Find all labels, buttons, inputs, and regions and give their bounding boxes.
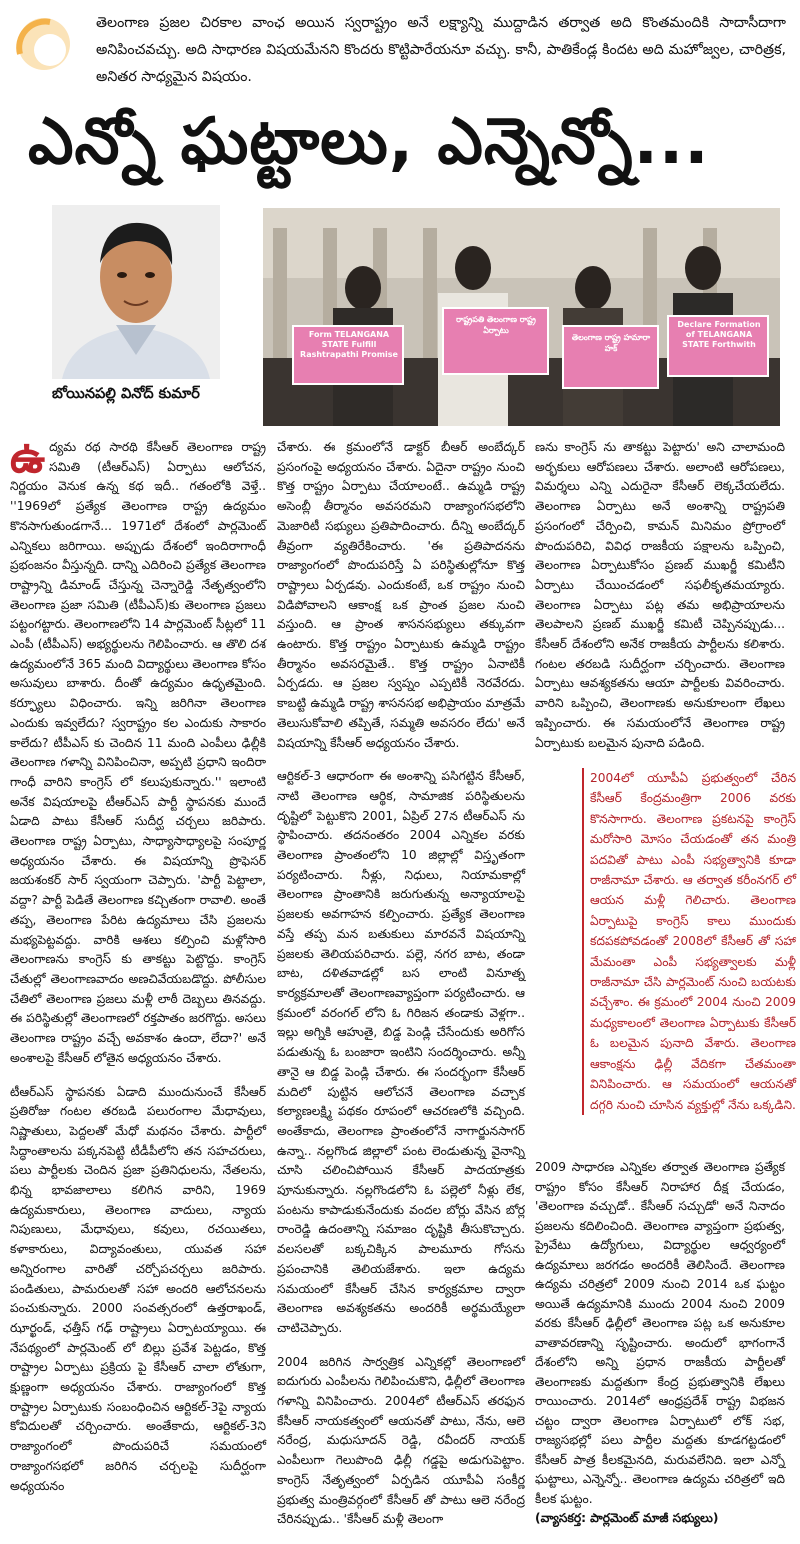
article-column-1 <box>10 432 266 1510</box>
placard-4: Declare Formation of TELANGANA STATE Forthwith <box>677 320 761 349</box>
headline: ఎన్నో ఘట్టాలు, ఎన్నెన్నో... <box>28 105 710 179</box>
article-paragraph <box>10 432 266 1069</box>
author-note: (వ్యాసకర్త: పార్లమెంట్ మాజీ సభ్యులు) <box>535 1511 719 1525</box>
intro-paragraph: తెలంగాణ ప్రజల చిరకాల వాంఛ అయిన స్వరాష్ట్రం అనే లక్ష్యాన్ని ముద్దాడిన తర్వాత అది కొంతమందికి సాదాసీదాగా అనిపించవచ్చు. అది సాధారణ విషయమేనని కొందరు కొట్టిపారేయనూ వచ్చు. కానీ, పాతికేండ్ల కిందట అది మహోజ్వల, చారిత్రక, అనితర సాధ్యమైన విషయం. <box>96 15 786 85</box>
article-paragraph: ణను కాంగ్రెస్ ను తాకట్టు పెట్టారు' అని చాలామంది అర్భకులు ఆరోపణలు చేశారు. అలాంటి ఆరోపణలు, విమర్శలు ఎన్ని ఎదురైనా కేసీఆర్ లెక్కచేయలేదు. తెలంగాణ ఏర్పాటు అనే అంశాన్ని రాష్ట్రపతి ప్రసంగంలో చేర్పించి, కామన్ మినిమం ప్రోగ్రాంలో పొందుపరిచి, వివిధ రాజకీయ పక్షాలను ఒప్పించి, తెలంగాణ ఏర్పాటుకోసం ప్రణబ్ ముఖర్జీ కమిటీని ఏర్పాటు చేయించడంలో సఫలీకృతమయ్యారు. తెలంగాణ ఏర్పాటు పట్ల తమ అభిప్రాయాలను తెలపాలని ప్రణబ్ ముఖర్జీ కమిటీ చెప్పినప్పుడు... కేసీఆర్ దేశంలోని అనేక రాజకీయ పార్టీలను కలిశారు. గంటల తరబడి సుదీర్ఘంగా చర్చించారు. తెలంగాణ ఏర్పాటు ఆవశ్యకతను ఆయా పార్టీలకు వివరించారు. వారిని ఒప్పించి, తెలంగాణకు అనుకూలంగా లేఖలు ఇప్పించారు. ఈ సమయంలోనే తెలంగాణ రాష్ట్ర ఏర్పాటుకు బలమైన పునాది పడింది. <box>535 440 785 750</box>
article-paragraph: టీఆర్ఎస్ స్థాపనకు ఏడాది ముందునుంచే కేసీఆర్ ప్రతిరోజు గంటల తరబడి పలురంగాల మేధావులు, నిష్ణాతులు, పెద్దలతో మేధో మథనం చేశారు. పార్టీలో సిద్ధాంతాలను పక్కనపెట్టి టీడీపీలోని తన సహచరులు, పలు పార్టీలకు చెందిన ప్రజా ప్రతినిధులను, నేతలను, భిన్న భావజాలాలు కలిగిన వారిని, 1969 ఉద్యమకారులు, తెలంగాణ వాదులు, న్యాయ నిపుణులు, మేధావులు, కవులు, రచయితలు, కళాకారులు, విద్యావంతులు, యువత సహా అన్నిరంగాల వారితో చర్చోపచర్చలు జరిపారు. పండితులు, పామరులతో సహా అందరి ఆలోచనలను పంచుకున్నారు. 2000 సంవత్సరంలో ఉత్తరాఖండ్, ఝార్ఖండ్, ఛత్తీస్ గఢ్ రాష్ట్రాలు ఏర్పాటయ్యాయి. ఈ నేపథ్యంలో పార్లమెంట్ లో బిల్లు ప్రవేశ పెట్టడం, కొత్త రాష్ట్రాల ఏర్పాటు ప్రక్రియ పై కేసీఆర్ చాలా లోతుగా, క్షుణ్ణంగా అధ్యయనం చేశారు. రాజ్యాంగంలో కొత్త రాష్ట్రాల ఏర్పాటుకు సంబంధించిన ఆర్టికల్-3పై న్యాయ కోవిదులతో చర్చించారు. అంతేకాదు, ఆర్టికల్-3ని రాజ్యాంగంలో పొందుపరిచే సమయంలో రాజ్యాంగసభలో జరిగిన చర్చలపై సుదీర్ఘంగా అధ్యయనం <box>10 1084 266 1493</box>
placard-2: రాష్ట్రపతి తెలంగాణ రాష్ట్ర ఏర్పాటు <box>456 315 536 335</box>
highlight-box: 2004లో యూపీఏ ప్రభుత్వంలో చేరిన కేసీఆర్ కేంద్రమంత్రిగా 2006 వరకు కొనసాగారు. తెలంగాణ ప్రకటనపై కాంగ్రెస్ మరోసారి మోసం చేయడంతో తన మంత్రి పదవితో పాటు ఎంపీ సభ్యత్వానికి కూడా రాజీనామా చేశారు. ఆ తర్వాత కరీంనగర్ లో ఆయన మళ్లీ గెలిచారు. తెలంగాణ ఏర్పాటుపై కాంగ్రెస్ కాలు ముందుకు కదపకపోవడంతో 2008లో కేసీఆర్ తో సహా మేమంతా ఎంపీ సభ్యత్వాలకు మళ్లీ రాజీనామా చేసి పార్లమెంట్ నుంచి బయటకు వచ్చేశాం. ఈ క్రమంలో 2004 నుంచి 2009 మధ్యకాలంలో తెలంగాణ ఏర్పాటుకు కేసీఆర్ ఓ బలమైన పునాది వేశారు. తెలంగాణ ఆకాంక్షను ఢిల్లీ వేదికగా చేతమంతా వినిపించారు. ఆ సమయంలో ఆయనతో దగ్గరి నుంచి చూసిన వ్యక్తుల్లో నేను ఒక్కడిని. <box>582 768 796 1115</box>
paragraph-text: ద్యమ రథ సారథి కేసీఆర్ తెలంగాణ రాష్ట్ర సమితి (టీఆర్ఎస్) ఏర్పాటు ఆలోచన, నిర్ణయం వెనుక ఉన్న కథ ఇదీ.. గతంలోకి వెళ్తే.. ''1969లో ప్రత్యేక తెలంగాణ రాష్ట్ర ఉద్యమం కొనసాగుతుండగానే... 1971లో దేశంలో పార్లమెంట్ ఎన్నికలు జరిగాయి. అప్పుడు దేశంలో ఇందిరాగాంధీ ప్రభంజనం వీస్తున్నది. దాన్ని ఎదిరించి ప్రత్యేక తెలంగాణ రాష్ట్రాన్ని డిమాండ్ చేస్తున్న చెన్నారెడ్డి నేతృత్వంలోని తెలంగాణ ప్రజా సమితి (టీపీఎస్)కు తెలంగాణ ప్రజలు పట్టంగట్టారు. తెలంగాణలోని 14 పార్లమెంట్ సీట్లలో 11 ఎంపీ (టీపీఎస్) అభ్యర్థులను గెలిపించారు. ఆ తొలి దశ ఉద్యమంలోనే 365 మంది విద్యార్థులు తెలంగాణ కోసం అసువులు బాశారు. దీంతో ఉద్యమం ఉధృతమైంది. కర్ఫ్యూలు విధించారు. ఇన్ని జరిగినా తెలంగాణ ఎందుకు ఇవ్వలేదు? స్వరాష్ట్రం కల ఎందుకు సాకారం కాలేదు? టీపీఎస్ కు చెందిన 11 మంది ఎంపీలు ఢిల్లీకి తెలంగాణ గళాన్ని వినిపించినా, అప్పటి ప్రధాని ఇందిరా గాంధీ వారిని కాంగ్రెస్ లో కలుపుకున్నారు.'' ఇలాంటి అనేక విషయాలపై టీఆర్ఎస్ పార్టీ స్థాపనకు ముందే ఏడాది పాటు కేసీఆర్ సుదీర్ఘ చర్చలు జరిపారు. తెలంగాణ రాష్ట్ర ఏర్పాటు, సాధ్యాసాధ్యాలపై సంపూర్ణ అధ్యయనం చేశారు. ఈ విషయాన్ని ప్రొఫెసర్ జయశంకర్ సార్ స్వయంగా చెప్పారు. 'పార్టీ పెట్టాలా, వద్దా? పార్టీ పెడితే తెలంగాణ కచ్చితంగా రావాలి. అంతే తప్ప, తెలంగాణ పేరిట ఉద్యమాలు చేసి ప్రజలను మభ్యపెట్టవద్దు. వారికి ఆశలు కల్పించి మళ్లోసారి తెలంగాణను కాంగ్రెస్ కు తాకట్టు పెట్టొద్దు. కాంగ్రెస్ చేతుల్లో తెలంగాణవాదం అణచివేయబడొద్దు. పోలీసుల చేతిలో తెలంగాణ ప్రజలు మళ్లీ లాఠీ దెబ్బలు తినవద్దు. ఈ పరిస్థితుల్లో తెలంగాణలో రక్తపాతం జరగొద్దు. అసలు తెలంగాణ రాష్ట్రం వచ్చే అవకాశం ఉందా, లేదా?' అనే అంశాలపై కేసీఆర్ లోతైన అధ్యయనం చేశారు. <box>10 440 266 1065</box>
author-byline: బోయినపల్లి వినోద్ కుమార్ <box>52 386 200 402</box>
article-paragraph: ఆర్టికల్-3 ఆధారంగా ఈ అంశాన్ని పసిగట్టిన కేసీఆర్, నాటి తెలంగాణ ఆర్థిక, సామాజిక పరిస్థితులను దృష్టిలో పెట్టుకొని 2001, ఏప్రిల్ 27న టీఆర్ఎస్ ను స్థాపించారు. తదనంతరం 2004 ఎన్నికల వరకు తెలంగాణ ప్రాంతంలోని 10 జిల్లాల్లో విస్తృతంగా పర్యటించారు. నీళ్లు, నిధులు, నియామకాల్లో తెలంగాణ ప్రాంతానికి జరుగుతున్న అన్యాయాలపై ప్రజలకు అవగాహన కల్పించారు. ప్రత్యేక తెలంగాణ వస్తే తప్ప మన బతుకులు మారవనే విషయాన్ని ప్రజలకు తెలియపరిచారు. పల్లె, నగర బాట, తండా బాట, దళితవాడల్లో బస లాంటి వినూత్న కార్యక్రమాలతో తెలంగాణవ్యాప్తంగా పర్యటించారు. ఆ క్రమంలో వరంగల్ లోని ఓ గిరిజన తండాకు వెళ్లగా.. ఇల్లు అగ్నికి ఆహుతై, బిడ్డ పెండ్లి చేసేందుకు అరిగోస పడుతున్న ఓ బంజారా ఇంటిని సందర్శించారు. అన్నీ తానై ఆ బిడ్డ పెండ్లి చేశారు. ఈ సందర్భంగా కేసీఆర్ మదిలో పుట్టిన ఆలోచనే తెలంగాణ వచ్చాక కల్యాణలక్ష్మి పథకం రూపంలో ఆచరణలోకి వచ్చింది. అంతేకాదు, తెలంగాణ ప్రాంతంలోనే నాగార్జునసాగర్ ఉన్నా.. నల్లగొండ జిల్లాలో పంట లెండుతున్న వైనాన్ని చూసి చలించిపోయిన కేసీఆర్ పాదయాత్రకు పూనుకున్నారు. నల్లగొండలోని ఓ పల్లెలో నీళ్లు లేక, పంటను కాపాడుకునేందుకు వందల బోర్లు వేసిన బోర్ల రాంరెడ్డి ఉదంతాన్ని సమాజం దృష్టికి తీసుకొచ్చారు. వలసలతో బక్కచిక్కిన పాలమూరు గోసను ప్రపంచానికి తెలియజేశారు. ఇలా ఉద్యమ సమయంలో కేసీఆర్ చేసిన కార్యక్రమాల ద్వారా తెలంగాణ అవశ్యకతను అందరికీ అర్థమయ్యేలా చాటిచెప్పారు. <box>277 769 525 1335</box>
author-portrait <box>52 205 220 379</box>
article-column-3-lower <box>535 1158 785 1529</box>
article-column-2 <box>277 438 525 1544</box>
protest-photo <box>263 208 780 426</box>
sun-logo-icon <box>10 14 72 76</box>
intro-text <box>96 10 786 91</box>
placard-1: Form TELANGANA STATE Fulfill Rashtrapathi Promise <box>300 330 398 359</box>
article-paragraph: చేశారు. ఈ క్రమంలోనే డాక్టర్ బీఆర్ అంబేద్కర్ ప్రసంగంపై అధ్యయనం చేశారు. ఏదైనా రాష్ట్రం నుంచి కొత్త రాష్ట్రం ఏర్పాటు చేయాలంటే.. ఉమ్మడి రాష్ట్ర అసెంబ్లీ తీర్మానం అవసరమని రాజ్యాంగసభలోని మెజారిటీ సభ్యులు ప్రతిపాదించారు. దీన్ని అంబేద్కర్ తీవ్రంగా వ్యతిరేకించారు. 'ఈ ప్రతిపాదనను రాజ్యాంగంలో పొందుపరిస్తే ఏ పరిస్థితుల్లోనూ కొత్త రాష్ట్రాలు ఏర్పడవు. ఎందుకంటే, ఒక రాష్ట్రం నుంచి విడిపోవాలని ఆకాంక్ష ఒక ప్రాంత ప్రజల నుంచి వస్తుంది. ఆ ప్రాంత శాసనసభ్యులు తక్కువగా ఉంటారు. కొత్త రాష్ట్రం ఏర్పాటుకు ఉమ్మడి రాష్ట్రం తీర్మానం అవసరమైతే.. కొత్త రాష్ట్రం ఏనాటికీ ఏర్పడదు. ఆ ప్రజల స్వప్నం ఎప్పటికీ నెరవేరదు. కాబట్టి ఉమ్మడి రాష్ట్ర శాసనసభ అభిప్రాయం మాత్రమే తెలుసుకోవాలి తప్పితే, సమ్మతి అవసరం లేదు' అనే విషయాన్ని కేసీఆర్ అధ్యయనం చేశారు. <box>277 440 525 750</box>
placard-3: తెలంగాణ రాష్ట్ర హమారా హక్ <box>571 333 651 353</box>
article-paragraph: 2009 సాధారణ ఎన్నికల తర్వాత తెలంగాణ ప్రత్యేక రాష్ట్రం కోసం కేసీఆర్ నిరాహార దీక్ష చేయడం, 'తెలంగాణ వచ్చుడో.. కేసీఆర్ సచ్చుడో' అనే నినాదం ప్రజలను కదిలించింది. తెలంగాణ వ్యాప్తంగా ప్రభుత్వ, ప్రైవేటు ఉద్యోగులు, విద్యార్థుల ఆధ్వర్యంలో ఉద్యమాలు జరగడం అందరికీ తెలిసిందే. తెలంగాణ ఉద్యమ చరిత్రలో 2009 నుంచి 2014 ఒక ఘట్టం అయితే ఉద్యమానికి ముందు 2004 నుంచి 2009 వరకు కేసీఆర్ ఢిల్లీలో తెలంగాణ పట్ల ఒక అనుకూల వాతావరణాన్ని సృష్టించారు. అందులో భాగంగానే దేశంలోని అన్ని ప్రధాన రాజకీయ పార్టీలతో తెలంగాణకు మద్దతుగా కేంద్ర ప్రభుత్వానికి లేఖలు రాయించారు. 2014లో ఆంధ్రప్రదేశ్ రాష్ట్ర విభజన చట్టం ద్వారా తెలంగాణ ఏర్పాటులో లోక్ సభ, రాజ్యసభల్లో పలు పార్టీల మద్దతు కూడగట్టడంలో కేసీఆర్ పాత్ర కీలకమైనది, మరువలేనిది. ఇలా ఎన్నో ఘట్టాలు, ఎన్నెన్నో.. తెలంగాణ ఉద్యమ చరిత్రలో ఇది కీలక ఘట్టం. <box>535 1160 785 1506</box>
article-paragraph: 2004 జరిగిన సార్వత్రిక ఎన్నికల్లో తెలంగాణలో ఐదుగురు ఎంపీలను గెలిపించుకొని, ఢిల్లీలో తెలంగాణ గళాన్ని వినిపించారు. 2004లో టీఆర్ఎస్ తరఫున కేసీఆర్ నాయకత్వంలో ఆయనతో పాటు, నేను, ఆలె నరేంద్ర, మధుసూదన్ రెడ్డి, రవీందర్ నాయక్ ఎంపీలుగా గెలుపొంది ఢిల్లీ గడ్డపై అడుగుపెట్టాం. కాంగ్రెస్ నేతృత్వంలో ఏర్పడిన యూపీఏ సంకీర్ణ ప్రభుత్వ మంత్రివర్గంలో కేసీఆర్ తో పాటు ఆలె నరేంద్ర చేరినప్పుడు.. 'కేసీఆర్ మళ్లీ తెలంగా <box>277 1354 525 1527</box>
drop-cap: ఉ <box>10 432 46 483</box>
article-column-3 <box>535 438 785 767</box>
